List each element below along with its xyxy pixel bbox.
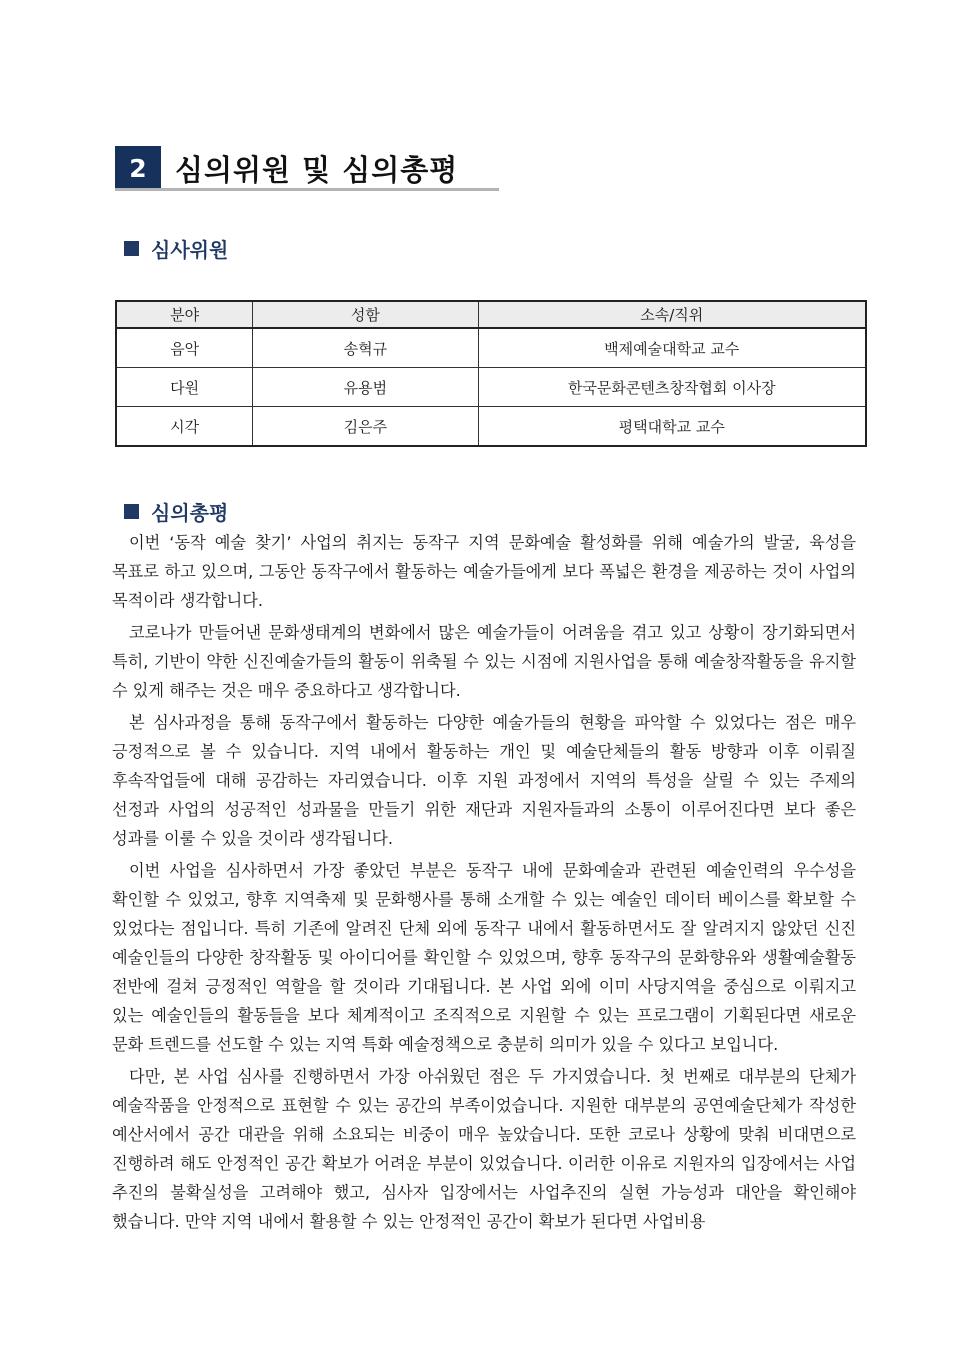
cell-name: 김은주 [253,407,478,447]
chapter-number: 2 [115,146,161,190]
committee-heading-label: 심사위원 [151,238,229,262]
chapter-title: 심의위원 및 심의총평 [175,152,459,187]
review-paragraph: 이번 사업을 심사하면서 가장 좋았던 부분은 동작구 내에 문화예술과 관련된 예술인력의 우수성을 확인할 수 있었고, 향후 지역축제 및 문화행사를 통해 소개할 수 있는 예술인 데이터 베이스를 확보할 수 있었다는 점입니다. 특히 기존에 알려진 단체 외에 동작구 내에서 활동하면서도 잘 알려지지 않았던 신진 예술인들의 다양한 창작활동 및 아이디어를 확인할 수 있었으며, 향후 동작구의 문화향유와 생활예술활동 전반에 걸쳐 긍정적인 역할을 할 것이라 기대됩니다. 본 사업 외에 이미 사당지역을 중심으로 이뤄지고 있는 예술인들의 활동들을 보다 체계적이고 조직적으로 지원할 수 있는 프로그램이 기획된다면 새로운 문화 트렌드를 선도할 수 있는 지역 특화 예술정책으로 충분히 의미가 있을 수 있다고 보입니다. [112,861,856,1054]
review-heading-label: 심의총평 [151,501,229,525]
square-bullet-icon [124,241,139,256]
table-row [116,368,866,407]
review-paragraph: 코로나가 만들어낸 문화생태계의 변화에서 많은 예술가들이 어려움을 겪고 있고 상황이 장기화되면서 특히, 기반이 약한 신진예술가들의 활동이 위축될 수 있는 시점에 지원사업을 통해 예술창작활동을 유지할 수 있게 해주는 것은 매우 중요하다고 생각합니다. [112,623,856,700]
cell-affiliation: 한국문화콘텐츠창작협회 이사장 [478,368,866,407]
cell-field: 음악 [116,328,253,368]
review-paragraph: 다만, 본 사업 심사를 진행하면서 가장 아쉬웠던 점은 두 가지였습니다. 첫 번째로 대부분의 단체가 예술작품을 안정적으로 표현할 수 있는 공간의 부족이었습니다. 지원한 대부분의 공연예술단체가 작성한 예산서에서 공간 대관을 위해 소요되는 비중이 매우 높았습니다. 또한 코로나 상황에 맞춰 비대면으로 진행하려 해도 안정적인 공간 확보가 어려운 부분이 있었습니다. 이러한 이유로 지원자의 입장에서는 사업 추진의 불확실성을 고려해야 했고, 심사자 입장에서는 사업추진의 실현 가능성과 대안을 확인해야 했습니다. 만약 지역 내에서 활용할 수 있는 안정적인 공간이 확보가 된다면 사업비용 [112,1067,856,1231]
cell-affiliation: 백제예술대학교 교수 [478,328,866,368]
cell-name: 유용범 [253,368,478,407]
square-bullet-icon [124,504,139,519]
column-header-affiliation: 소속/직위 [478,301,866,328]
table-row [116,407,866,447]
review-body [112,528,856,1239]
review-paragraph: 본 심사과정을 통해 동작구에서 활동하는 다양한 예술가들의 현황을 파악할 수 있었다는 점은 매우 긍정적으로 볼 수 있습니다. 지역 내에서 활동하는 개인 및 예술단체들의 활동 방향과 이후 이뤄질 후속작업들에 대해 공감하는 자리였습니다. 이후 지원 과정에서 지역의 특성을 살릴 수 있는 주제의 선정과 사업의 성공적인 성과물을 만들기 위한 재단과 지원자들과의 소통이 이루어진다면 보다 좋은 성과를 이룰 수 있을 것이라 생각됩니다. [112,713,856,848]
committee-table [115,300,867,447]
review-paragraph: 이번 ‘동작 예술 찾기’ 사업의 취지는 동작구 지역 문화예술 활성화를 위해 예술가의 발굴, 육성을 목표로 하고 있으며, 그동안 동작구에서 활동하는 예술가들에게 보다 폭넓은 환경을 제공하는 것이 사업의 목적이라 생각합니다. [112,533,856,610]
table-row [116,328,866,368]
cell-field: 다원 [116,368,253,407]
chapter-header [115,146,458,190]
cell-field: 시각 [116,407,253,447]
column-header-field: 분야 [116,301,253,328]
review-heading [124,497,228,526]
committee-heading [124,234,228,263]
cell-name: 송혁규 [253,328,478,368]
cell-affiliation: 평택대학교 교수 [478,407,866,447]
column-header-name: 성함 [253,301,478,328]
chapter-underline [115,188,499,191]
table-header-row [116,301,866,328]
